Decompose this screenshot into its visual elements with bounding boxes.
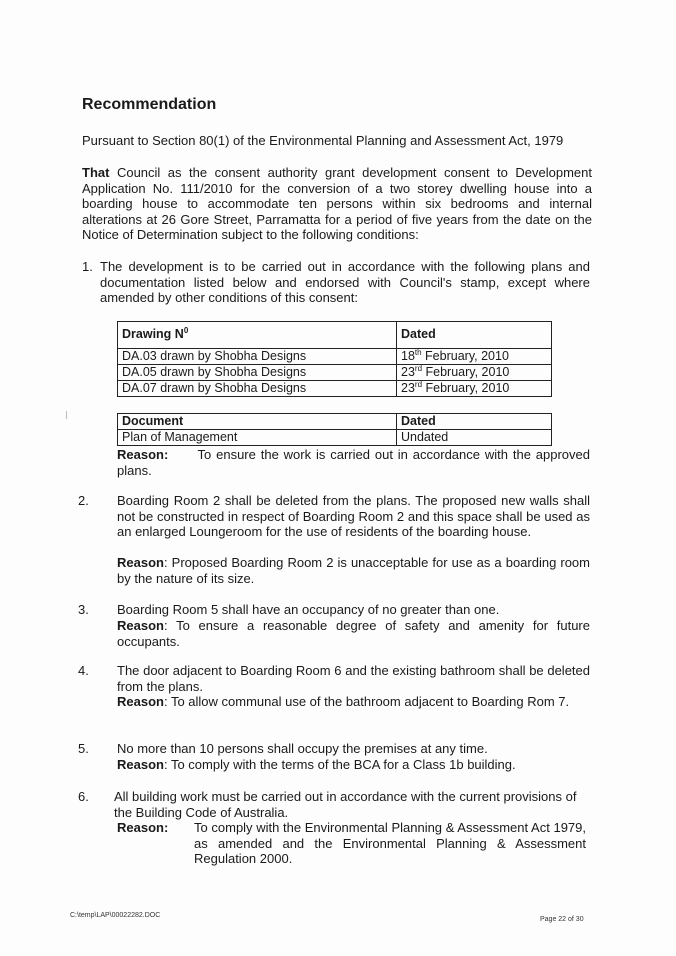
drawing-cell: DA.07 drawn by Shobha Designs bbox=[118, 381, 397, 397]
condition-2-reason bbox=[117, 555, 590, 586]
pursuant-statement: Pursuant to Section 80(1) of the Environmental Planning and Assessment Act, 1979 bbox=[82, 133, 564, 148]
table-row bbox=[118, 430, 552, 446]
condition-1-reason bbox=[117, 447, 590, 478]
drawings-table bbox=[117, 321, 552, 397]
reason-text: : To ensure a reasonable degree of safety and amenity for future occupants. bbox=[117, 618, 590, 649]
intro-lead: That bbox=[82, 165, 110, 180]
dated-cell: Undated bbox=[397, 430, 552, 446]
footer-page-number: Page 22 of 30 bbox=[540, 916, 584, 923]
reason-text: : To allow communal use of the bathroom adjacent to Boarding Rom 7. bbox=[163, 694, 570, 709]
reason-label: Reason bbox=[117, 757, 164, 772]
condition-6-reason-text: To comply with the Environmental Planning & Assessment Act 1979, as amended and the Environmental Planning & Assessment Regulation 2000. bbox=[194, 820, 586, 866]
condition-1-number: 1. bbox=[82, 259, 93, 274]
condition-5-reason bbox=[117, 757, 590, 773]
documents-table-header bbox=[118, 414, 552, 430]
condition-6-reason-label: Reason: bbox=[117, 820, 169, 835]
dated-cell: 23rd February, 2010 bbox=[397, 381, 552, 397]
condition-2-text: Boarding Room 2 shall be deleted from the plans. The proposed new walls shall not be constructed in respect of Boarding Room 2 and this space shall be used as an enlarged Loungeroom for the use of residents of the boarding house. bbox=[117, 493, 590, 539]
reason-label: Reason: bbox=[117, 447, 169, 462]
dated-column-header: Dated bbox=[397, 322, 552, 349]
document-column-header: Document bbox=[118, 414, 397, 430]
condition-6-number: 6. bbox=[78, 789, 89, 804]
condition-3-text: Boarding Room 5 shall have an occupancy of no greater than one. bbox=[117, 602, 500, 617]
reason-label: Reason bbox=[117, 694, 164, 709]
condition-4-text: The door adjacent to Boarding Room 6 and the existing bathroom shall be deleted from the plans. bbox=[117, 663, 590, 694]
reason-text: : Proposed Boarding Room 2 is unacceptable for use as a boarding room by the nature of its size. bbox=[117, 555, 590, 586]
condition-5-text: No more than 10 persons shall occupy the premises at any time. bbox=[117, 741, 488, 756]
dated-cell: 23rd February, 2010 bbox=[397, 365, 552, 381]
section-heading: Recommendation bbox=[82, 96, 217, 113]
document-cell: Plan of Management bbox=[118, 430, 397, 446]
table-row bbox=[118, 349, 552, 365]
table-row bbox=[118, 381, 552, 397]
footer-file-path: C:\temp\LAP\00022282.DOC bbox=[70, 912, 161, 919]
condition-4-reason bbox=[117, 694, 590, 710]
drawing-cell: DA.05 drawn by Shobha Designs bbox=[118, 365, 397, 381]
dated-cell: 18th February, 2010 bbox=[397, 349, 552, 365]
reason-text: : To comply with the terms of the BCA for a Class 1b building. bbox=[163, 757, 516, 772]
reason-label: Reason bbox=[117, 618, 164, 633]
documents-table bbox=[117, 413, 552, 446]
margin-mark bbox=[66, 411, 67, 419]
condition-5-number: 5. bbox=[78, 741, 89, 756]
drawing-column-header: Drawing $N^0$ bbox=[118, 322, 397, 349]
intro-paragraph bbox=[82, 165, 592, 243]
reason-text: To ensure the work is carried out in accordance with the approved plans. bbox=[117, 447, 590, 478]
condition-6-text: All building work must be carried out in accordance with the current provisions of the Building Code of Australia. bbox=[114, 789, 577, 820]
dated-column-header: Dated bbox=[397, 414, 552, 430]
condition-2-number: 2. bbox=[78, 493, 89, 508]
condition-3-number: 3. bbox=[78, 602, 89, 617]
condition-4-number: 4. bbox=[78, 663, 89, 678]
drawings-table-header bbox=[118, 322, 552, 349]
table-row bbox=[118, 365, 552, 381]
intro-text: Council as the consent authority grant development consent to Development Application No. 111/2010 for the conversion of a two storey dwelling house into a boarding house to accommodate ten persons within six bedrooms and internal alterations at 26 Gore Street, Parramatta for a period of five years from the date on the Notice of Determination subject to the following conditions: bbox=[82, 165, 592, 242]
condition-1-text: The development is to be carried out in accordance with the following plans and documentation listed below and endorsed with Council's stamp, except where amended by other conditions of this consent: bbox=[100, 259, 590, 305]
condition-3-reason bbox=[117, 618, 590, 649]
drawing-cell: DA.03 drawn by Shobha Designs bbox=[118, 349, 397, 365]
reason-label: Reason bbox=[117, 555, 164, 570]
